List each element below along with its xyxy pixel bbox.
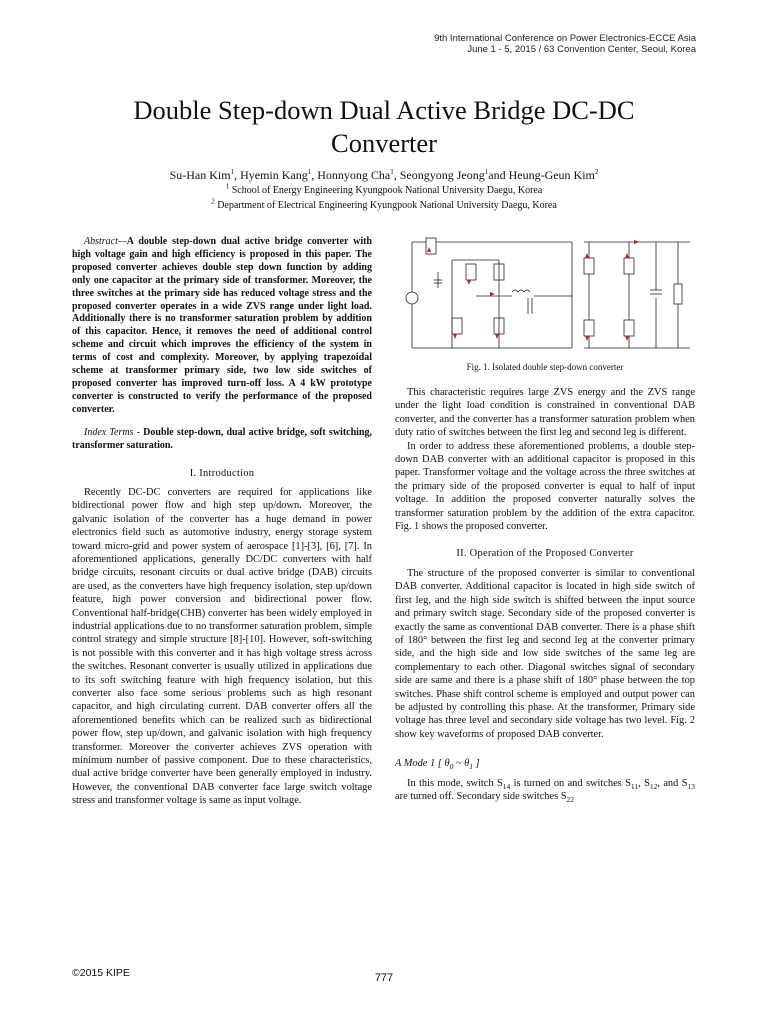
- circuit-diagram: [394, 230, 696, 360]
- author: Heung-Geun Kim$^2$: [508, 168, 599, 182]
- conference-name: 9th International Conference on Power Electronics-ECCE Asia: [434, 33, 696, 44]
- figure-caption: Fig. 1. Isolated double step-down converter: [466, 362, 624, 372]
- author: Seongyong Jeong$^1$: [399, 168, 489, 182]
- copyright: ©2015 KIPE: [72, 967, 130, 979]
- page-number: 777: [374, 972, 394, 984]
- author-list: Su-Han Kim$^1$, Hyemin Kang$^1$, Honnyong Cha$^1$, Seongyong Jeong$^1$and Heung-Geun Kim$^2$: [169, 168, 599, 182]
- affiliation: $^2$ Department of Electrical Engineering Kyungpook National University Daegu, Korea: [211, 197, 557, 211]
- index-terms: Index Terms - Double step-down, dual active bridge, soft switching, transformer saturation.: [72, 426, 372, 451]
- paragraph: The structure of the proposed converter is similar to conventional DAB converter. Additional capacitor is located in high side switch of first leg, and the high side switch is shifted between the input source and primary switch stage. Secondary side of the proposed converter is exactly the same as conventional DAB converter. There is a phase shift of 180° between the first leg and second leg at the converter primary side, and the high side and low side switches of the same leg are complementary to each other. Diagonal switches signal of secondary side are same and there is a phase shift of 180° phase between the top switches. Phase shift control scheme is employed and output power can be adjusted by controlling this phase. At the transformer, Primary side voltage has three level and secondary side voltage has two level. Fig. 2 show key waveforms of proposed DAB converter.: [395, 567, 695, 740]
- conference-header: [434, 33, 696, 55]
- author: Honnyong Cha$^1$: [317, 168, 394, 182]
- paragraph: In order to address these aforementioned problems, a double step-down DAB converter with an additional capacitor is proposed in this paper. Transformer voltage and the voltage across the three switches at the primary side of the proposed converter is equal to half of input voltage. In addition the proposed converter naturally solves the transformer saturation problem by the addition of the extra capacitor. Fig. 1 shows the proposed converter.: [395, 440, 695, 533]
- paragraph: This characteristic requires large ZVS energy and the ZVS range under the light load condition is constrained in conventional DAB converter, and the converter has a transformer saturation problem when duty ratio of switches between the first leg and second leg is different.: [395, 387, 695, 439]
- introduction-text: Recently DC-DC converters are required for applications like bidirectional power flow and high step up/down. Moreover, the galvanic isolation of the converter has a huge demand in power electronics field such as automotive industry, energy storage system toward micro-grid and power system of aerospace [1]-[3], [6], [7]. In aforementioned applications, generally DC/DC converters with half bridge circuits, resonant circuits or dual active bridge (DAB) circuits are used, as the converters have high frequency isolation, step up/down feature, high power conversion and bidirectional power flow. Conventional half-bridge(CHB) converter has been widely employed in industrial applications due to no transformer saturation problem, simple control strategy and simple structure [8]-[10]. However, soft-switching is not possible with this converter and it has high voltage stress across the switches. Resonant converter is usually utilized in applications due to its soft switching feature with high frequency isolation, but this converter also face some serious problems such as high resonant capacitor, and high circulating current. DAB converter offers all the aforementioned benefits which can be realized such as bidirectional power flow, step up/down, and galvanic isolation with high frequency transformer. Moreover the converter achieves ZVS operation with minimum number of passive component. Due to these characteristics, dual active bridge converter have been generally employed in industry. However, the conventional DAB converter face large switch voltage stress and transformer voltage is same as input voltage.: [72, 486, 372, 807]
- paper-title: Double Step-down Dual Active Bridge DC-DC Converter: [133, 95, 635, 158]
- abstract: Abstract—A double step-down dual active bridge converter with high voltage gain and high efficiency is proposed in this paper. The proposed converter achieves double step down function by adding only one capacitor at the primary side of transformer. Moreover, the three switches at the primary side has reduced voltage stress and the proposed converter operates in a wide ZVS range under light load. Additionally there is no transformer saturation problem by addition of this capacitor. Hence, it removes the need of additional control scheme and circuit which improves the efficiency of the system in terms of cost and complexity. Moreover, by applying trapezoidal scheme at transformer primary side, two low side switches of proposed converter has improved turn-off loss. A 4 kW prototype converter is constructed to verify the performance of the proposed converter.: [72, 236, 372, 415]
- section-heading-operation: II. Operation of the Proposed Converter: [456, 548, 634, 560]
- author: Hyemin Kang$^1$: [240, 168, 312, 182]
- subsection-heading-mode1: A Mode 1 [ $\theta_0$ ~ $\theta_1$ ]: [395, 758, 480, 772]
- left-column: [72, 236, 372, 808]
- affiliation: $^1$ School of Energy Engineering Kyungpook National University Daegu, Korea: [225, 182, 543, 196]
- paragraph: In this mode, switch $S_{14}$ is turned on and switches $S_{11}$, $S_{12}$, and $S_{13}$ are turned off. Secondary side switches $S_{22}$: [395, 777, 695, 805]
- author: Su-Han Kim$^1$: [169, 168, 235, 182]
- section-heading-introduction: I. Introduction: [189, 467, 255, 479]
- conference-date-venue: June 1 - 5, 2015 / 63 Convention Center, Seoul, Korea: [467, 44, 696, 55]
- right-column: [395, 386, 695, 803]
